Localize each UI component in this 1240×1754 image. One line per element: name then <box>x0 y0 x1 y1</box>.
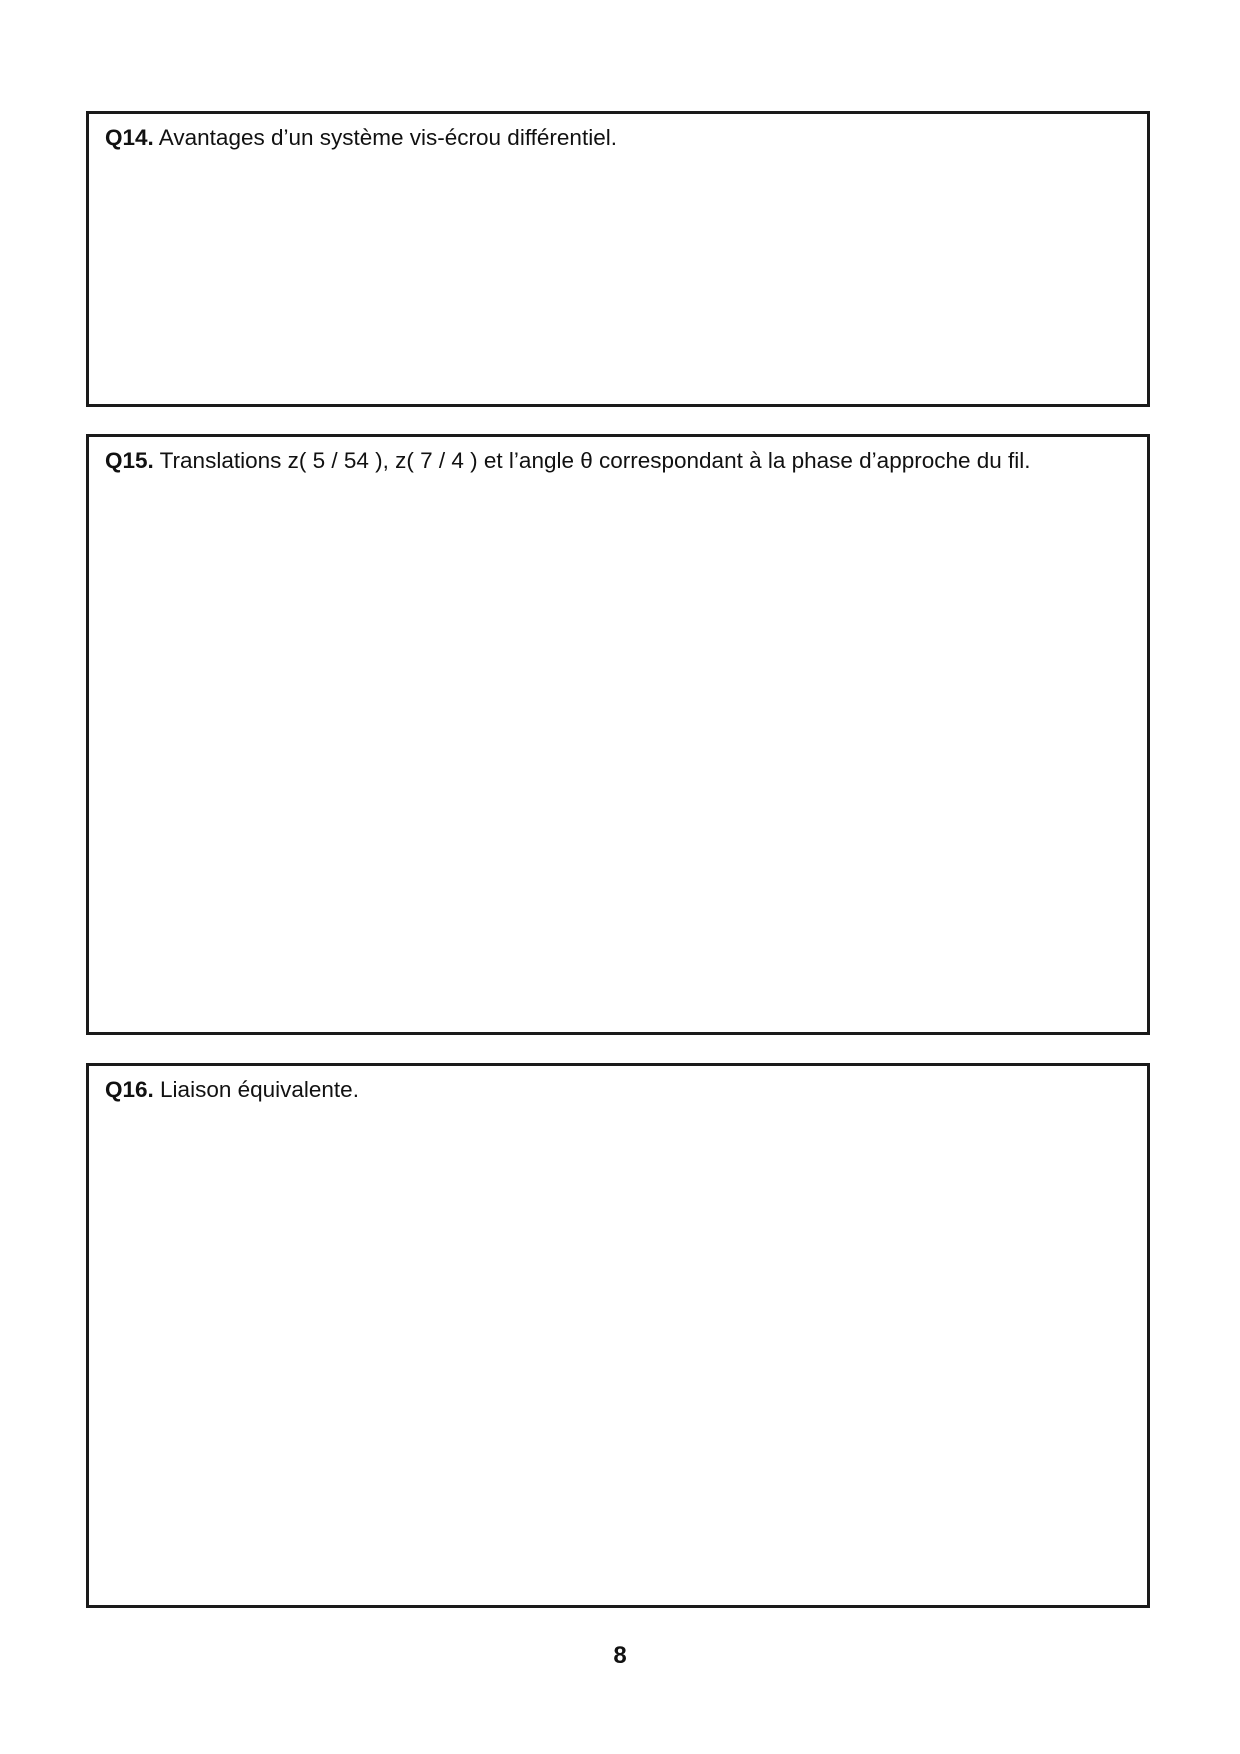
question-number: Q16. <box>105 1077 154 1102</box>
question-prompt-q14 <box>105 124 617 152</box>
question-prompt-q16 <box>105 1076 359 1104</box>
question-label: Translations z( 5 / 54 ), z( 7 / 4 ) et l’angle θ correspondant à la phase d’approche du fil. <box>159 448 1031 473</box>
answer-box-q16[interactable] <box>86 1063 1150 1608</box>
question-number: Q15. <box>105 448 154 473</box>
answer-box-q14[interactable] <box>86 111 1150 407</box>
question-label: Liaison équivalente. <box>160 1077 359 1102</box>
page-number: 8 <box>613 1642 627 1669</box>
question-prompt-q15 <box>105 447 1031 475</box>
question-number: Q14. <box>105 125 154 150</box>
answer-box-q15[interactable] <box>86 434 1150 1035</box>
question-label: Avantages d’un système vis-écrou différentiel. <box>158 125 617 150</box>
